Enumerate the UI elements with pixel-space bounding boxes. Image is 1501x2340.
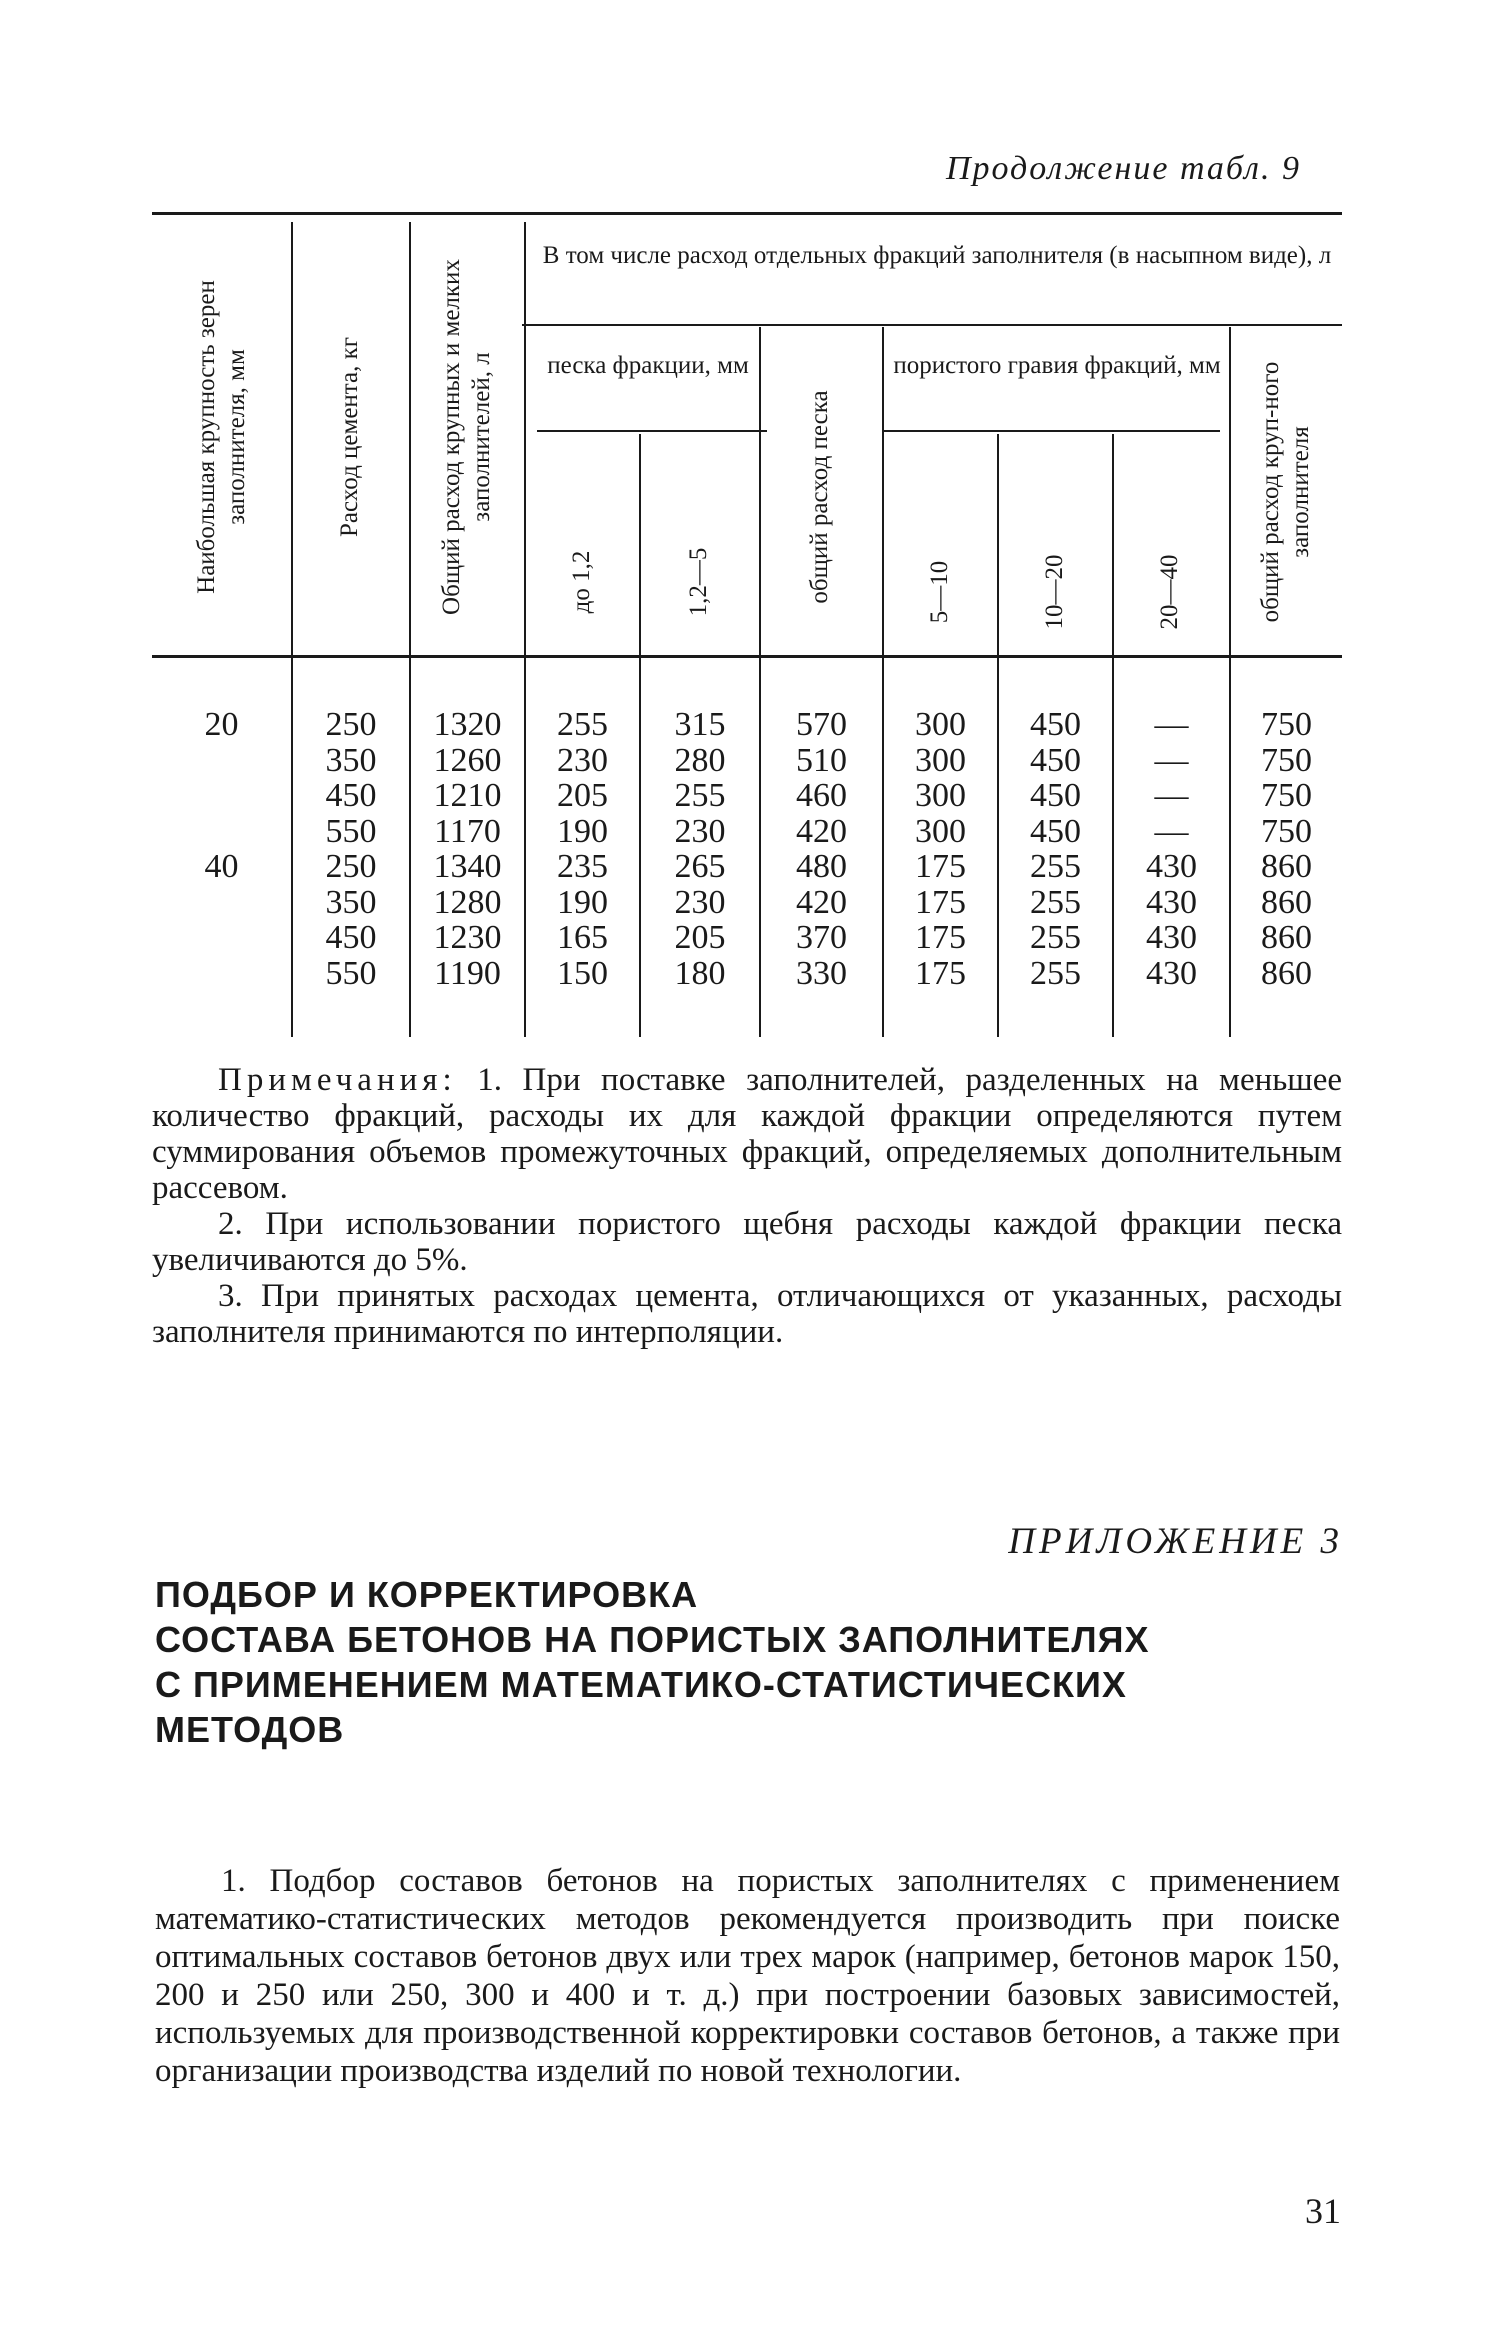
header-group: В том числе расход отдельных фракций заполнителя (в насыпном виде), л [542, 242, 1332, 269]
table-cell: 420 [796, 812, 847, 850]
table-cell: 280 [674, 741, 726, 779]
table-cell: 300 [915, 741, 966, 779]
table-cell: 430 [1146, 919, 1197, 956]
table-cell: 450 [325, 777, 377, 814]
table-cell [152, 885, 291, 921]
table-cell: 255 [1030, 883, 1081, 921]
table-cell: 860 [1261, 848, 1312, 885]
sand-subheader-rule [537, 430, 767, 432]
appendix-label: ПРИЛОЖЕНИЕ 3 [1008, 1521, 1343, 1562]
table-cell: 860 [1261, 883, 1312, 921]
col-coarse-total [1231, 707, 1342, 991]
table-cell: 205 [674, 919, 726, 956]
table-cell: 1320 [433, 706, 502, 743]
gravel-subheader-rule [882, 430, 1220, 432]
table-cell: 235 [557, 848, 608, 885]
table-cell: 480 [796, 848, 847, 885]
table-cell: 175 [915, 883, 966, 921]
table-cell: 750 [1261, 706, 1312, 743]
header-gravel-a: 5—10 [926, 560, 953, 624]
table-cell: 1210 [433, 777, 502, 814]
col-gravel-c [1114, 707, 1229, 991]
table-cell: 20 [204, 706, 239, 743]
group-header-rule [522, 324, 1342, 326]
table-cell: 230 [674, 883, 726, 921]
note-1-text: 1. При поставке заполнителей, разделенных на меньшее количество фракций, расходы их для каждой фракции определяются путем суммирования объемов промежуточных фракций, определяемых дополнительным рассевом. [152, 1062, 1342, 1206]
header-sand-group: песка фракции, мм [547, 352, 749, 379]
table-cell: 450 [325, 919, 377, 956]
table-cell: — [1154, 706, 1189, 743]
table-cell: 750 [1261, 777, 1312, 814]
table-cell: 430 [1146, 883, 1197, 921]
col-cement [293, 707, 409, 991]
notes-label: Примечания: [218, 1062, 457, 1098]
table-cell: 570 [796, 706, 847, 743]
table-cell: 180 [674, 954, 726, 992]
table-cell: 40 [204, 848, 239, 885]
header-max-size: Наибольшая крупность зерен заполнителя, мм [193, 280, 250, 594]
table-cell: 1340 [433, 848, 502, 885]
header-cement: Расход цемента, кг [336, 336, 363, 538]
table-cell: 450 [1030, 777, 1081, 814]
table-cell [152, 920, 291, 956]
table-cell: 1190 [434, 954, 501, 992]
title-line: МЕТОДОВ [155, 1709, 345, 1750]
table-cell: 190 [557, 883, 608, 921]
table-cell: 230 [674, 812, 726, 850]
table-cell: 450 [1030, 812, 1081, 850]
appendix-title [155, 1572, 1305, 1752]
table-cell: 175 [915, 954, 966, 992]
table-cell [152, 778, 291, 814]
table-cell: 450 [1030, 741, 1081, 779]
table-cell: 550 [325, 954, 377, 992]
table-cell: 300 [915, 812, 966, 850]
header-total: Общий расход крупных и мелких заполнителей, л [438, 259, 495, 615]
table-cell: 250 [325, 706, 377, 743]
table-cell [152, 814, 291, 850]
note-1 [152, 1062, 1342, 1206]
table-cell [152, 743, 291, 779]
table-cell: 255 [1030, 919, 1081, 956]
table-cell: 265 [674, 848, 726, 885]
table-cell: 350 [325, 883, 377, 921]
table-notes [152, 1062, 1342, 1350]
table-cell: 175 [915, 919, 966, 956]
col-sand-a [526, 707, 639, 991]
col-sand-b [641, 707, 759, 991]
table-cell: 420 [796, 883, 847, 921]
table-cell: 205 [557, 777, 608, 814]
table-cell: 255 [674, 777, 726, 814]
header-sand-total: общий расход песка [806, 390, 833, 604]
header-gravel-group: пористого гравия фракций, мм [893, 352, 1221, 379]
header-sand-a: до 1,2 [568, 550, 595, 614]
header-bottom-rule [152, 655, 1342, 658]
table-cell: 860 [1261, 919, 1312, 956]
col-sand-total [761, 707, 882, 991]
title-line: СОСТАВА БЕТОНОВ НА ПОРИСТЫХ ЗАПОЛНИТЕЛЯХ [155, 1619, 1150, 1660]
table-cell: 350 [325, 741, 377, 779]
table-cell: 250 [325, 848, 377, 885]
header-gravel-c: 20—40 [1156, 554, 1183, 630]
table-cell: 430 [1146, 954, 1197, 992]
aggregate-consumption-table [152, 212, 1342, 1037]
table-cell: 750 [1261, 741, 1312, 779]
table-cell: 230 [557, 741, 608, 779]
paragraph-1: 1. Подбор составов бетонов на пористых заполнителях с применением математико-статистических методов рекомендуется производить при поиске оптимальных составов бетонов двух или трех марок (например, бетонов марок 150, 200 и 250 или 250, 300 и 400 и т. д.) при построении базовых зависимостей, используемых для производственной корректировки составов бетонов, а также при организации производства изделий по новой технологии. [155, 1863, 1340, 2089]
table-cell: 460 [796, 777, 847, 814]
table-cell: 1280 [433, 883, 502, 921]
note-3: 3. При принятых расходах цемента, отличающихся от указанных, расходы заполнителя принимаются по интерполяции. [152, 1278, 1342, 1350]
table-cell: 750 [1261, 812, 1312, 850]
table-cell: 255 [1030, 848, 1081, 885]
table-cell: 860 [1261, 954, 1312, 992]
header-sand-b: 1,2—5 [685, 547, 712, 617]
table-cell: 1170 [434, 812, 501, 850]
col-total [411, 707, 524, 991]
table-cell: — [1154, 777, 1189, 814]
header-gravel-b: 10—20 [1041, 554, 1068, 630]
appendix-paragraph [155, 1862, 1340, 2090]
table-cell: 165 [557, 919, 608, 956]
table-cell: 510 [796, 741, 847, 779]
table-cell: 175 [915, 848, 966, 885]
table-cell: 550 [325, 812, 377, 850]
header-coarse-total: общий расход круп-ного заполнителя [1257, 361, 1314, 623]
table-cell: — [1154, 812, 1189, 850]
table-cell: 1260 [433, 741, 502, 779]
col-gravel-a [884, 707, 997, 991]
table-cell: 315 [674, 706, 726, 743]
table-cell: 1230 [433, 919, 502, 956]
table-cell: — [1154, 741, 1189, 779]
title-line: ПОДБОР И КОРРЕКТИРОВКА [155, 1574, 699, 1615]
table-cell: 450 [1030, 706, 1081, 743]
table-top-rule [152, 212, 1342, 215]
table-cell: 150 [557, 954, 608, 992]
col-max-size [152, 707, 291, 991]
col-gravel-b [999, 707, 1112, 991]
table-cell [152, 956, 291, 992]
table-cell: 370 [796, 919, 847, 956]
table-cell: 430 [1146, 848, 1197, 885]
table-cell: 255 [1030, 954, 1081, 992]
continuation-label: Продолжение табл. 9 [945, 150, 1301, 187]
table-cell: 190 [557, 812, 608, 850]
table-cell: 300 [915, 706, 966, 743]
note-2: 2. При использовании пористого щебня расходы каждой фракции песка увеличиваются до 5%. [152, 1206, 1342, 1278]
page-number: 31 [1305, 2191, 1341, 2231]
table-cell: 330 [796, 954, 847, 992]
table-cell: 255 [557, 706, 608, 743]
title-line: С ПРИМЕНЕНИЕМ МАТЕМАТИКО-СТАТИСТИЧЕСКИХ [155, 1664, 1127, 1705]
table-cell: 300 [915, 777, 966, 814]
